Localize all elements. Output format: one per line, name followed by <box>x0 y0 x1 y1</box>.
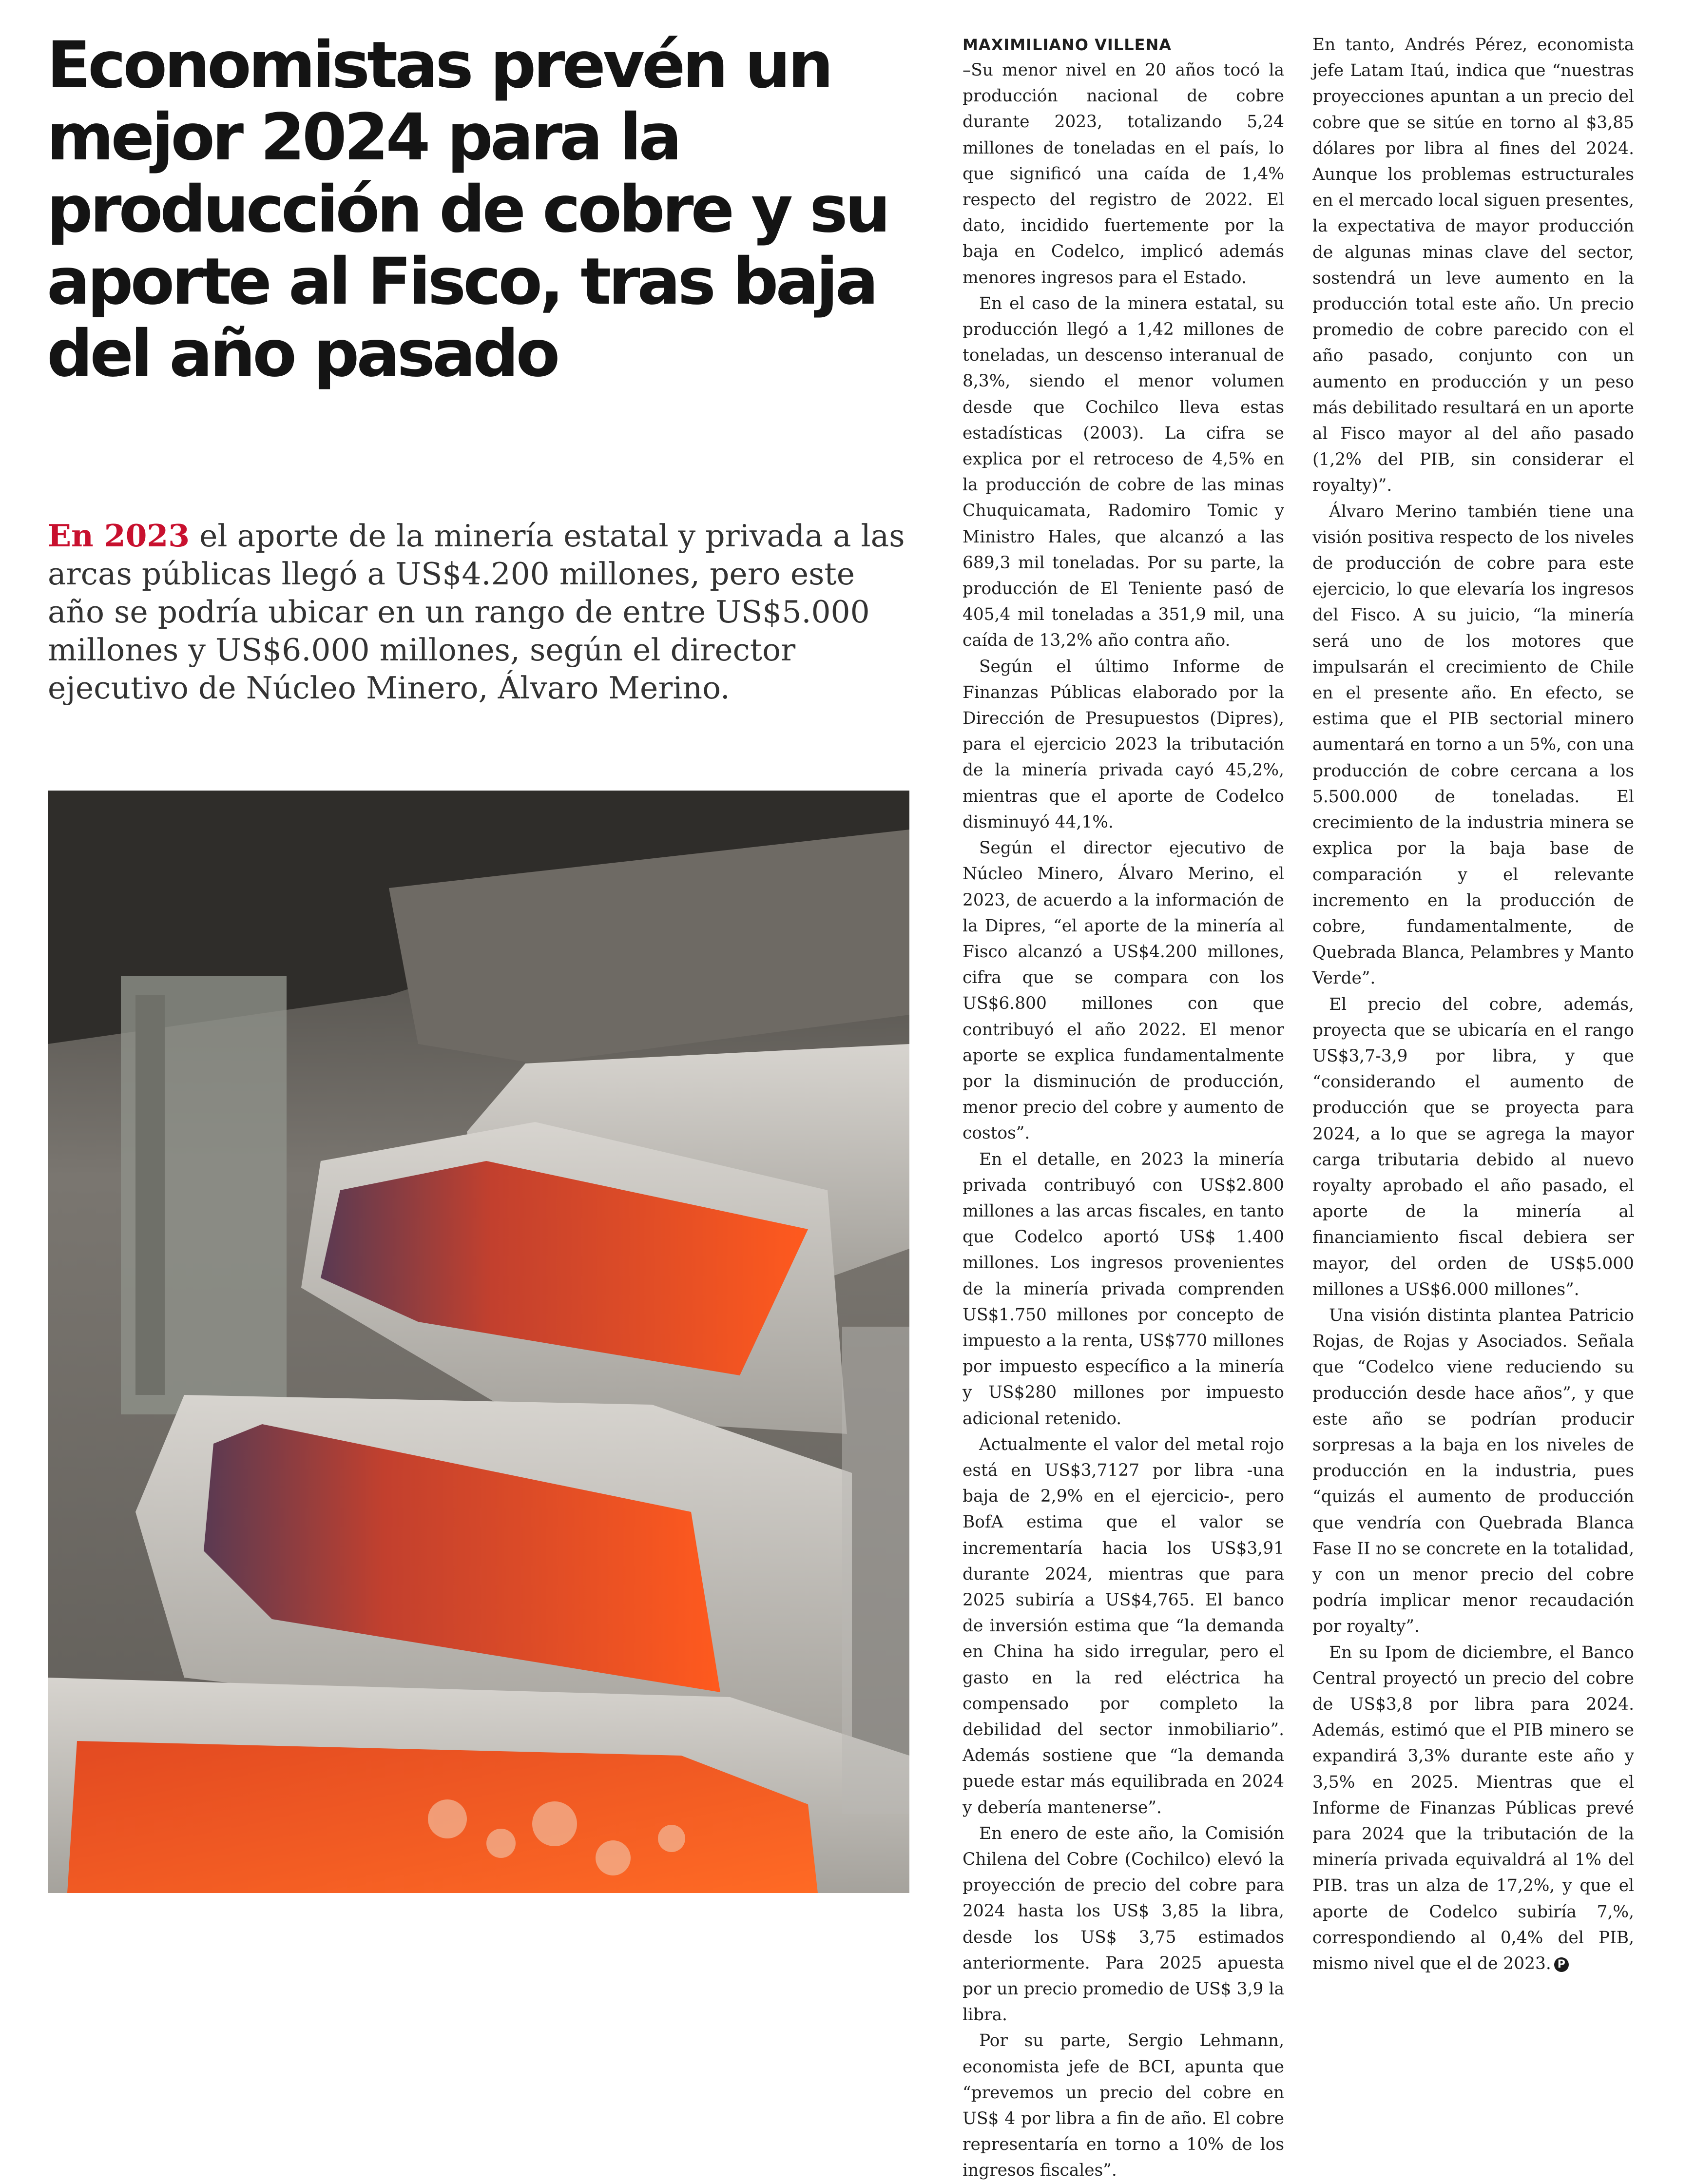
lede-text: el aporte de la minería estatal y privada a las arcas públicas llegó a US$4.200 millones, pero este año se podría ubicar en un rango de entre US$5.000 millones y US$6.000 millones, según el director ejecutivo de Núcleo Minero, Álvaro Merino. <box>48 518 905 706</box>
paragraph: Una visión distinta plantea Patricio Rojas, de Rojas y Asociados. Señala que “Codelco viene reduciendo su producción desde hace años”, y que este año se podrían producir sorpresas a la baja en los niveles de producción en la industria, pues “quizás el aumento de producción que vendría con Quebrada Blanca Fase II no se concrete en la totalidad, y con un menor precio del cobre podría implicar menor recaudación por royalty”. <box>1312 1305 1634 1637</box>
photo-illustration <box>48 791 909 1893</box>
article-column-2 <box>1312 32 1634 1974</box>
paragraph: –Su menor nivel en 20 años tocó la producción nacional de cobre durante 2023, totalizando 5,24 millones de toneladas en el país, lo que significó una caída de 1,4% respecto del registro de 2022. El dato, incidido fuertemente por la baja en Codelco, implicó además menores ingresos para el Estado. <box>963 60 1284 288</box>
paragraph: En enero de este año, la Comisión Chilena del Cobre (Cochilco) elevó la proyección de precio del cobre para 2024 hasta los US$ 3,85 la libra, desde los US$ 3,75 estimados anteriormente. Para 2025 apuesta por un precio promedio de US$ 3,9 la libra. <box>963 1823 1284 2025</box>
paragraph: Álvaro Merino también tiene una visión positiva respecto de los niveles de producción de cobre para este ejercicio, lo que elevaría los ingresos del Fisco. A su juicio, “la minería será uno de los motores que impulsarán el crecimiento de Chile en el presente año. En efecto, se estima que el PIB sectorial minero aumentará en torno a un 5%, con una producción de cobre cercana a los 5.500.000 de toneladas. El crecimiento de la industria minera se explica por la baja base de comparación y el relevante incremento en la producción de cobre, fundamentalmente, de Quebrada Blanca, Pelambres y Manto Verde”. <box>1312 502 1634 988</box>
paragraph-text: En su Ipom de diciembre, el Banco Central proyectó un precio del cobre de US$3,8 por libra para 2024. Además, estimó que el PIB minero se expandirá 3,3% durante este año y 3,5% en 2025. Mientras que el Informe de Finanzas Públicas prevé para 2024 que la tributación de la minería privada equivaldrá al 1% del PIB. tras un alza de 17,2%, y que el aporte de Codelco subiría 7,%, correspondiendo al 0,4% del PIB, mismo nivel que el de 2023. <box>1312 1643 1634 1974</box>
byline: MAXIMILIANO VILLENA <box>963 36 1172 54</box>
paragraph: Por su parte, Sergio Lehmann, economista jefe de BCI, apunta que “prevemos un precio del cobre en US$ 4 por libra a fin de año. El cobre representaría en torno a 10% de los ingresos fiscales”. <box>963 2031 1284 2181</box>
paragraph: En el caso de la minera estatal, su producción llegó a 1,42 millones de toneladas, un descenso interanual de 8,3%, siendo el menor volumen desde que Cochilco lleva estas estadísticas (2003). La cifra se explica por el retroceso de 4,5% en la producción de cobre de las minas Chuquicamata, Radomiro Tomic y Ministro Hales, que alcanzó a las 689,3 mil toneladas. Por su parte, la producción de El Teniente pasó de 405,4 mil toneladas a 351,9 mil, una caída de 13,2% año contra año. <box>963 293 1284 651</box>
lede <box>48 517 905 707</box>
end-mark-icon: P <box>1554 1957 1569 1972</box>
paragraph: En tanto, Andrés Pérez, economista jefe Latam Itaú, indica que “nuestras proyecciones apuntan a un precio del cobre que se sitúe en torno al $3,85 dólares por libra al fines del 2024. Aunque los problemas estructurales en el mercado local siguen presentes, la expectativa de mayor producción de algunas minas clave del sector, sostendrá un leve aumento en la producción total este año. Un precio promedio de cobre parecido con el año pasado, conjunto con un aumento en producción y un peso más debilitado resultará en un aporte al Fisco mayor al del año pasado (1,2% del PIB, sin considerar el royalty)”. <box>1312 35 1634 496</box>
paragraph: En el detalle, en 2023 la minería privada contribuyó con US$2.800 millones a las arcas fiscales, en tanto que Codelco aportó US$ 1.400 millones. Los ingresos provenientes de la minería privada comprenden US$1.750 millones por concepto de impuesto a la renta, US$770 millones por impuesto específico a la minería y US$280 millones por impuesto adicional retenido. <box>963 1149 1284 1429</box>
article-column-1 <box>963 32 1284 2181</box>
paragraph: Según el director ejecutivo de Núcleo Minero, Álvaro Merino, el 2023, de acuerdo a la información de la Dipres, “el aporte de la minería al Fisco alcanzó a US$4.200 millones, cifra que se compara con los US$6.800 millones con que contribuyó el año 2022. El menor aporte se explica fundamentalmente por la disminución de producción, menor precio del cobre y aumento de costos”. <box>963 838 1284 1143</box>
paragraph: El precio del cobre, además, proyecta que se ubicaría en el rango US$3,7-3,9 por libra, y que “considerando el aumento de producción que se proyecta para 2024, a lo que se agrega la mayor carga tributaria debido al nuevo royalty aprobado el año pasado, el aporte de la minería al financiamiento fiscal debiera ser mayor, del orden de US$5.000 millones a US$6.000 millones”. <box>1312 994 1634 1299</box>
paragraph: Según el último Informe de Finanzas Públicas elaborado por la Dirección de Presupuestos (Dipres), para el ejercicio 2023 la tributación de la minería privada cayó 45,2%, mientras que el aporte de Codelco disminuyó 44,1%. <box>963 657 1284 832</box>
paragraph-last <box>1312 1640 1634 1977</box>
headline: Economistas prevén un mejor 2024 para la producción de cobre y su aporte al Fisco, tras baja del año pasado <box>47 28 888 391</box>
paragraph: Actualmente el valor del metal rojo está en US$3,7127 por libra -una baja de 2,9% en el ejercicio-, pero BofA estima que el valor se incrementaría hacia los US$3,91 durante 2024, mientras que para 2025 subiría a US$4,765. El banco de inversión estima que “la demanda en China ha sido irregular, pero el gasto en la red eléctrica ha compensado por completo la debilidad del sector inmobiliario”. Además sostiene que “la demanda puede estar más equilibrada en 2024 y debería mantenerse”. <box>963 1434 1284 1817</box>
copper-anodes-photo <box>48 791 909 1893</box>
lede-lead: En 2023 <box>48 518 190 554</box>
